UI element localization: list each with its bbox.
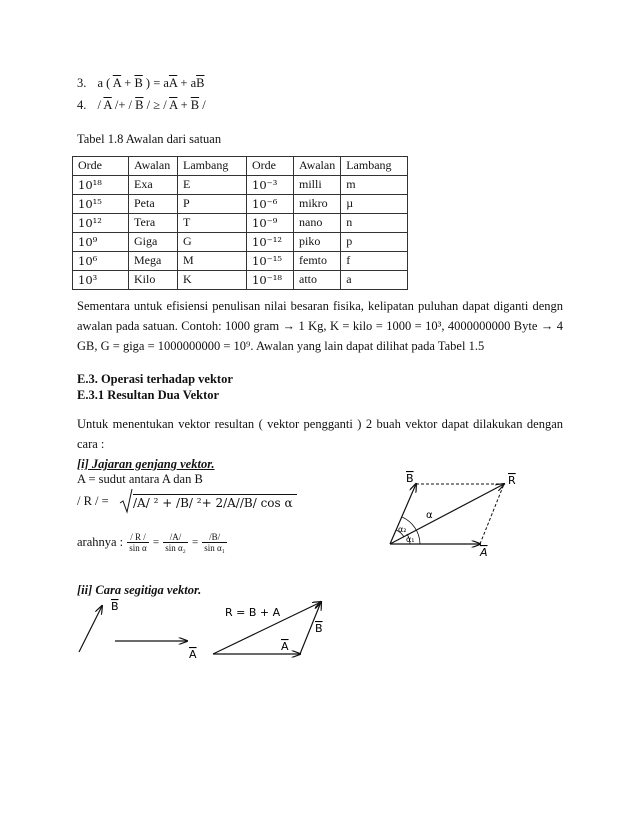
header-cell: Lambang bbox=[178, 157, 247, 176]
list-number: 3. bbox=[77, 76, 87, 90]
ratio-numerator: /A/ bbox=[163, 532, 188, 543]
triangle-vector-diagram bbox=[75, 596, 335, 666]
table-cell: 10¹² bbox=[73, 214, 129, 233]
table-cell: 10⁻¹⁵ bbox=[247, 252, 294, 271]
table-cell: milli bbox=[294, 176, 341, 195]
table-cell: M bbox=[178, 252, 247, 271]
list-item-3 bbox=[77, 76, 204, 91]
label-a-triangle: A bbox=[281, 640, 289, 653]
table-caption: Tabel 1.8 Awalan dari satuan bbox=[77, 132, 222, 146]
table-cell: p bbox=[341, 233, 408, 252]
list-text: a ( $\overline{A} + \overline{B}$ ) = $a\overline{A} + a\overline{B}$ bbox=[97, 76, 205, 90]
ratio-term bbox=[163, 532, 188, 553]
table-row bbox=[73, 214, 408, 233]
table-cell: 10¹⁵ bbox=[73, 195, 129, 214]
ratio-denominator: sin α₂ bbox=[165, 543, 186, 553]
table-cell: nano bbox=[294, 214, 341, 233]
table-cell: E bbox=[178, 176, 247, 195]
subsection-heading: E.3.1 Resultan Dua Vektor bbox=[77, 388, 220, 402]
label-b-triangle: B bbox=[315, 622, 323, 635]
table-cell: 10⁻⁶ bbox=[247, 195, 294, 214]
section-heading: E.3. Operasi terhadap vektor bbox=[77, 372, 233, 386]
table-cell: 10⁶ bbox=[73, 252, 129, 271]
table-cell: a bbox=[341, 271, 408, 290]
header-cell: Orde bbox=[73, 157, 129, 176]
label-b: B bbox=[406, 472, 414, 485]
table-cell: Giga bbox=[129, 233, 178, 252]
label-alpha1: α₁ bbox=[406, 535, 415, 544]
table-row bbox=[73, 233, 408, 252]
table-cell: 10⁻³ bbox=[247, 176, 294, 195]
table-cell: Tera bbox=[129, 214, 178, 233]
method1-title: [i] Jajaran genjang vektor. bbox=[77, 457, 215, 471]
table-cell: atto bbox=[294, 271, 341, 290]
table-cell: Kilo bbox=[129, 271, 178, 290]
label-alpha: α bbox=[426, 510, 433, 521]
table-cell: 10⁻⁹ bbox=[247, 214, 294, 233]
table-cell: 10⁹ bbox=[73, 233, 129, 252]
table-cell: K bbox=[178, 271, 247, 290]
header-cell: Awalan bbox=[294, 157, 341, 176]
table-cell: f bbox=[341, 252, 408, 271]
header-cell: Awalan bbox=[129, 157, 178, 176]
paragraph-prefix-explanation: Sementara untuk efisiensi penulisan nilai besaran fisika, kelipatan puluhan dapat diganti dengn awalan pada satuan. Contoh: 1000 gram → 1 Kg, K = kilo = 1000 = 10³, 4000000000 Byte → 4 GB, G = giga = 1000000000 = 10⁹. Awalan yang lain dapat dilihat pada Tabel 1.5 bbox=[77, 299, 563, 353]
sqrt-icon bbox=[119, 488, 133, 514]
table-cell: 10⁻¹⁸ bbox=[247, 271, 294, 290]
header-cell: Orde bbox=[247, 157, 294, 176]
label-r: R bbox=[508, 474, 516, 487]
ratio-term bbox=[202, 532, 227, 553]
label-b-standalone: B bbox=[111, 600, 119, 613]
label-a: A bbox=[480, 546, 488, 559]
vector-b-standalone bbox=[79, 606, 102, 652]
formula-rhs: /A/ ² + /B/ ²+ 2/A//B/ cos α bbox=[133, 494, 297, 510]
table-row bbox=[73, 195, 408, 214]
dashed-side-right bbox=[480, 484, 504, 544]
paragraph-resultant-intro: Untuk menentukan vektor resultan ( vektor pengganti ) 2 buah vektor dapat dilakukan dengan cara : bbox=[77, 417, 563, 451]
ratio-term bbox=[127, 532, 148, 553]
table-cell: µ bbox=[341, 195, 408, 214]
parallelogram-diagram bbox=[380, 470, 560, 560]
table-header-row bbox=[73, 157, 408, 176]
table-row bbox=[73, 252, 408, 271]
table-cell: T bbox=[178, 214, 247, 233]
table-cell: m bbox=[341, 176, 408, 195]
table-cell: Exa bbox=[129, 176, 178, 195]
direction-formula bbox=[77, 532, 228, 553]
formula-lhs: / R / = bbox=[77, 494, 109, 508]
ratio-label: arahnya : bbox=[77, 535, 124, 549]
table-cell: Peta bbox=[129, 195, 178, 214]
table-cell: femto bbox=[294, 252, 341, 271]
ratio-denominator: sin α₁ bbox=[204, 543, 225, 553]
ratio-numerator: / R / bbox=[127, 532, 148, 543]
label-alpha2: α₂ bbox=[398, 525, 407, 534]
table-cell: 10¹⁸ bbox=[73, 176, 129, 195]
equals-sign: = bbox=[152, 536, 160, 549]
method1-note: A = sudut antara A dan B bbox=[77, 472, 203, 486]
ratio-numerator: /B/ bbox=[202, 532, 227, 543]
equals-sign: = bbox=[191, 536, 199, 549]
table-cell: 10⁻¹² bbox=[247, 233, 294, 252]
list-text: / $\overline{A}$ /+ / $\overline{B}$ / ≥ / $\overline{A} + \overline{B}$ / bbox=[97, 98, 206, 112]
table-cell: n bbox=[341, 214, 408, 233]
prefix-table bbox=[72, 156, 408, 290]
header-cell: Lambang bbox=[341, 157, 408, 176]
label-a-standalone: A bbox=[189, 648, 197, 661]
table-cell: Mega bbox=[129, 252, 178, 271]
table-cell: mikro bbox=[294, 195, 341, 214]
table-cell: P bbox=[178, 195, 247, 214]
resultant-equation: R = B + A bbox=[225, 606, 281, 619]
ratio-denominator: sin α bbox=[129, 543, 147, 553]
table-row bbox=[73, 176, 408, 195]
table-cell: piko bbox=[294, 233, 341, 252]
table-row bbox=[73, 271, 408, 290]
method2-title: [ii] Cara segitiga vektor. bbox=[77, 583, 202, 597]
table-cell: 10³ bbox=[73, 271, 129, 290]
list-number: 4. bbox=[77, 98, 87, 112]
table-cell: G bbox=[178, 233, 247, 252]
list-item-4 bbox=[77, 98, 206, 113]
